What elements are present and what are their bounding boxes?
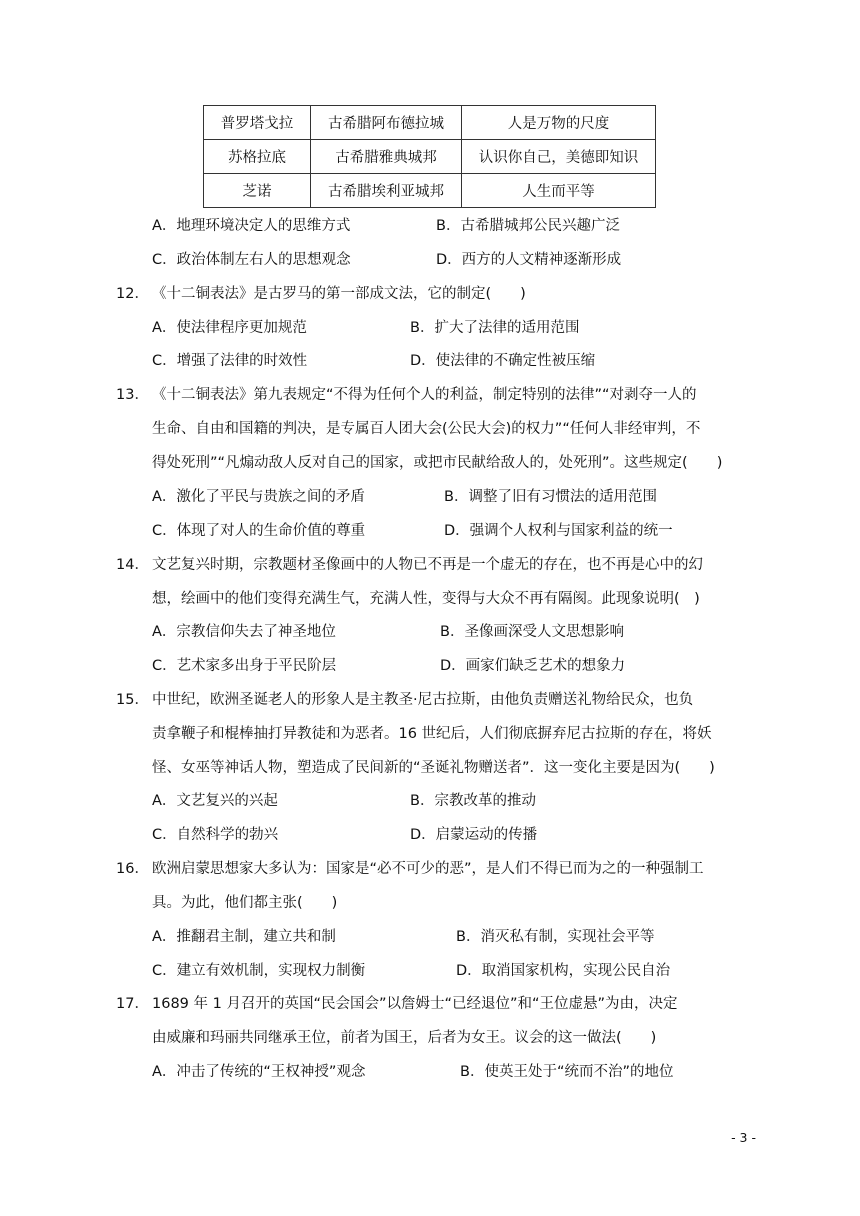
q13-number: 13． (116, 387, 149, 403)
q15-option-c: C．自然科学的勃兴 (152, 827, 279, 843)
table-row (204, 174, 656, 208)
table-cell: 古希腊雅典城邦 (311, 140, 462, 174)
q13-option-b: B．调整了旧有习惯法的适用范围 (444, 489, 657, 505)
q16-option-b: B．消灭私有制，实现社会平等 (456, 929, 655, 945)
q16-option-a: A．推翻君主制，建立共和制 (152, 929, 336, 945)
q15-stem-line2: 责拿鞭子和棍棒抽打异教徒和为恶者。16 世纪后，人们彻底摒弃尼古拉斯的存在，将妖 (152, 726, 712, 742)
q17-stem-line2: 由威廉和玛丽共同继承王位，前者为国王，后者为女王。议会的这一做法( ) (152, 1030, 657, 1046)
q17-option-b: B．使英王处于“统而不治”的地位 (460, 1064, 674, 1080)
table-cell: 古希腊埃利亚城邦 (311, 174, 462, 208)
q13-stem-line3: 得处死刑”“凡煽动敌人反对自己的国家，或把市民献给敌人的，处死刑”。这些规定( ) (152, 455, 723, 471)
q14-option-c: C．艺术家多出身于平民阶层 (152, 658, 337, 674)
q15-stem-line1: 中世纪，欧洲圣诞老人的形象人是主教圣·尼古拉斯，由他负责赠送礼物给民众，也负 (152, 692, 694, 708)
table-cell: 芝诺 (204, 174, 311, 208)
table-cell: 人是万物的尺度 (462, 106, 656, 140)
q11-option-a: A．地理环境决定人的思维方式 (152, 218, 351, 234)
q12-number: 12． (116, 286, 149, 302)
philosophers-table (203, 105, 656, 208)
q17-option-a: A．冲击了传统的“王权神授”观念 (152, 1064, 366, 1080)
q14-stem-line2: 想，绘画中的他们变得充满生气，充满人性，变得与大众不再有隔阂。此现象说明( ) (152, 591, 700, 607)
q14-option-d: D．画家们缺乏艺术的想象力 (440, 658, 626, 674)
q15-option-d: D．启蒙运动的传播 (410, 827, 538, 843)
table-row (204, 140, 656, 174)
q12-option-d: D．使法律的不确定性被压缩 (410, 353, 596, 369)
q13-option-c: C．体现了对人的生命价值的尊重 (152, 523, 366, 539)
q13-option-a: A．激化了平民与贵族之间的矛盾 (152, 489, 365, 505)
q11-option-c: C．政治体制左右人的思想观念 (152, 252, 351, 268)
table-cell: 苏格拉底 (204, 140, 311, 174)
q13-stem-line2: 生命、自由和国籍的判决，是专属百人团大会(公民大会)的权力”“任何人非经审判，不 (152, 421, 701, 437)
q15-option-b: B．宗教改革的推动 (410, 793, 536, 809)
q17-number: 17． (116, 996, 149, 1012)
table-cell: 普罗塔戈拉 (204, 106, 311, 140)
table-cell: 古希腊阿布德拉城 (311, 106, 462, 140)
page-number: - 3 - (731, 1130, 756, 1145)
q13-option-d: D．强调个人权利与国家利益的统一 (444, 523, 673, 539)
q16-option-c: C．建立有效机制，实现权力制衡 (152, 963, 366, 979)
q12-option-a: A．使法律程序更加规范 (152, 320, 307, 336)
table-cell: 人生而平等 (462, 174, 656, 208)
q12-option-b: B．扩大了法律的适用范围 (410, 320, 580, 336)
q11-option-d: D．西方的人文精神逐渐形成 (436, 252, 622, 268)
q12-option-c: C．增强了法律的时效性 (152, 353, 308, 369)
q13-stem-line1: 《十二铜表法》第九表规定“不得为任何个人的利益，制定特别的法律”“对剥夺一人的 (152, 387, 697, 403)
q12-stem: 《十二铜表法》是古罗马的第一部成文法，它的制定( ) (152, 286, 526, 302)
q14-option-b: B．圣像画深受人文思想影响 (440, 624, 624, 640)
q16-stem-line2: 具。为此，他们都主张( ) (152, 895, 338, 911)
q16-number: 16． (116, 861, 149, 877)
q16-option-d: D．取消国家机构，实现公民自治 (456, 963, 671, 979)
q15-stem-line3: 怪、女巫等神话人物，塑造成了民间新的“圣诞礼物赠送者”．这一变化主要是因为( ) (152, 760, 715, 776)
q15-number: 15． (116, 692, 149, 708)
q14-stem-line1: 文艺复兴时期，宗教题材圣像画中的人物已不再是一个虚无的存在，也不再是心中的幻 (152, 557, 703, 573)
q14-number: 14． (116, 557, 149, 573)
q16-stem-line1: 欧洲启蒙思想家大多认为：国家是“必不可少的恶”，是人们不得已而为之的一种强制工 (152, 861, 704, 877)
q14-option-a: A．宗教信仰失去了神圣地位 (152, 624, 336, 640)
table-row (204, 106, 656, 140)
q11-option-b: B．古希腊城邦公民兴趣广泛 (436, 218, 620, 234)
table-cell: 认识你自己，美德即知识 (462, 140, 656, 174)
q15-option-a: A．文艺复兴的兴起 (152, 793, 278, 809)
q17-stem-line1: 1689 年 1 月召开的英国“民会国会”以詹姆士“已经退位”和“王位虚悬”为由，决定 (152, 996, 678, 1012)
